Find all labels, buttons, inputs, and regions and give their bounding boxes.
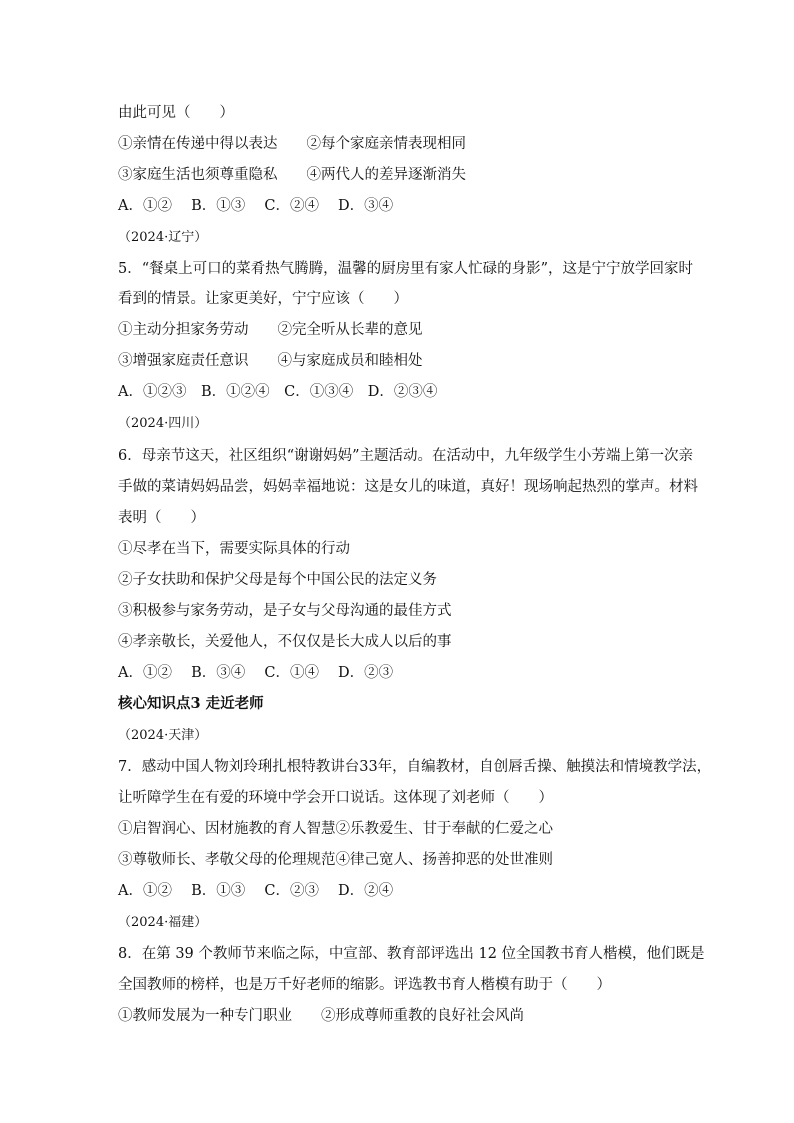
option-line: ③家庭生活也须尊重隐私 ④两代人的差异逐渐消失 xyxy=(118,167,466,183)
question-text: 8．在第 39 个教师节来临之际，中宣部、教育部评选出 12 位全国教书育人楷模，他们既是 xyxy=(118,946,705,962)
question-stem: 由此可见（ ） xyxy=(118,105,234,121)
answer-choices: A．①② B．①③ C．②③ D．②④ xyxy=(118,883,394,899)
answer-choices: A．①②③ B．①②④ C．①③④ D．②③④ xyxy=(118,384,438,400)
section-heading: 核心知识点3 走近老师 xyxy=(118,695,264,712)
option-line: ①教师发展为一种专门职业 ②形成尊师重教的良好社会风尚 xyxy=(118,1008,524,1024)
option-line: ③增强家庭责任意识 ④与家庭成员和睦相处 xyxy=(118,353,423,369)
option-line: ①亲情在传递中得以表达 ②每个家庭亲情表现相同 xyxy=(118,136,466,152)
option-line: ③尊敬师长、孝敬父母的伦理规范④律己宽人、扬善抑恶的处世准则 xyxy=(118,852,553,868)
question-text: 手做的菜请妈妈品尝，妈妈幸福地说：这是女儿的味道，真好！现场响起热烈的掌声。材料 xyxy=(118,479,698,495)
source-tag: （2024·四川） xyxy=(118,416,208,431)
option-line: ①主动分担家务劳动 ②完全听从长辈的意见 xyxy=(118,322,423,338)
answer-choices: A．①② B．①③ C．②④ D．③④ xyxy=(118,198,394,214)
question-text: 6．母亲节这天，社区组织“谢谢妈妈”主题活动。在活动中，九年级学生小芳端上第一次亲 xyxy=(118,448,694,464)
question-text: 全国教师的榜样，也是万千好老师的缩影。评选教书育人楷模有助于（ ） xyxy=(118,977,611,993)
question-text: 7．感动中国人物刘玲琍扎根特教讲台33年，自编教材，自创唇舌操、触摸法和情境教学法， xyxy=(118,759,712,775)
question-text: 看到的情景。让家更美好，宁宁应该（ ） xyxy=(118,291,408,307)
source-tag: （2024·天津） xyxy=(118,728,208,743)
option-line: ①启智润心、因材施教的育人智慧②乐教爱生、甘于奉献的仁爱之心 xyxy=(118,821,553,837)
source-tag: （2024·福建） xyxy=(118,915,208,930)
option-line: ④孝亲敬长，关爱他人，不仅仅是长大成人以后的事 xyxy=(118,634,452,650)
question-text: 5．“餐桌上可口的菜肴热气腾腾，温馨的厨房里有家人忙碌的身影”，这是宁宁放学回家时 xyxy=(118,261,694,277)
option-line: ②子女扶助和保护父母是每个中国公民的法定义务 xyxy=(118,572,437,588)
option-line: ①尽孝在当下，需要实际具体的行动 xyxy=(118,541,350,557)
question-text: 表明（ ） xyxy=(118,510,205,526)
answer-choices: A．①② B．③④ C．①④ D．②③ xyxy=(118,665,394,681)
question-text: 让听障学生在有爱的环境中学会开口说话。这体现了刘老师（ ） xyxy=(118,790,553,806)
source-tag: （2024·辽宁） xyxy=(118,230,208,245)
option-line: ③积极参与家务劳动，是子女与父母沟通的最佳方式 xyxy=(118,603,452,619)
